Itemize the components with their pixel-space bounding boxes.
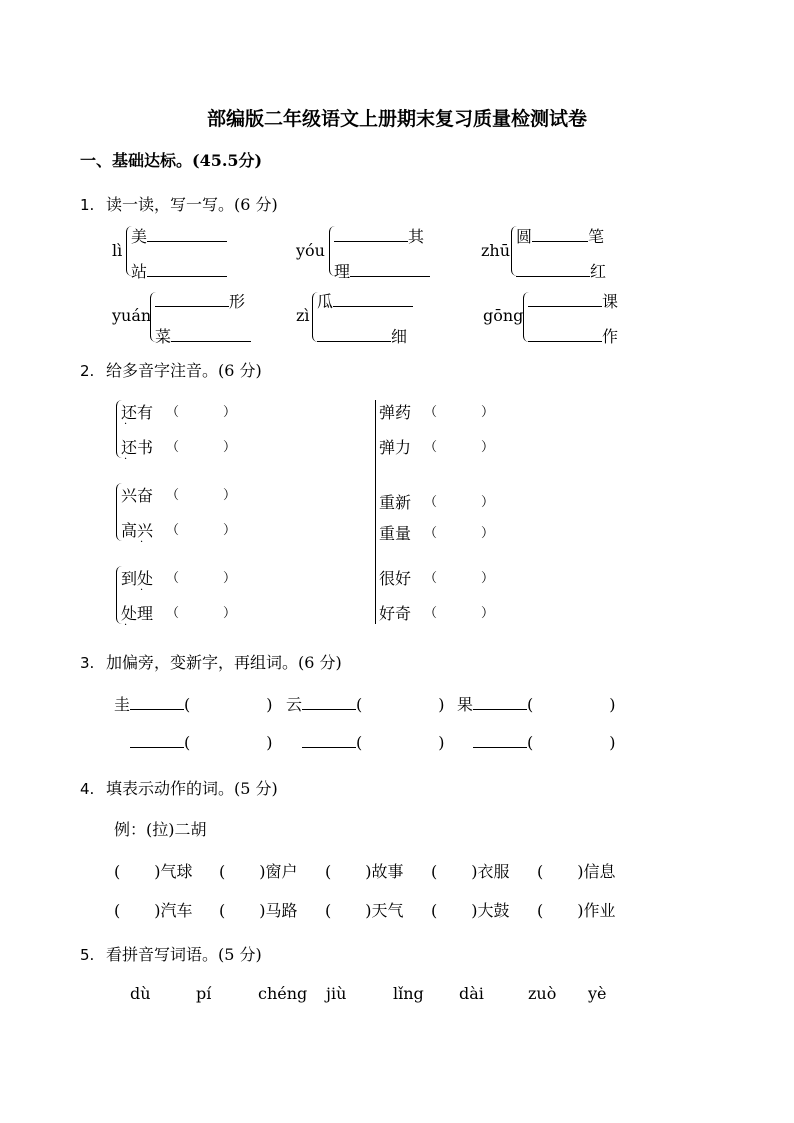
emphasis-dot: · bbox=[124, 454, 128, 465]
emphasis-dot: · bbox=[124, 620, 128, 631]
verb-item: ( )信息 bbox=[537, 862, 616, 881]
emphasis-dot: · bbox=[140, 537, 144, 548]
question-1 bbox=[80, 192, 278, 215]
polyphone-word: 弹药 bbox=[379, 403, 412, 422]
radical-item: 云 ( ) bbox=[286, 695, 445, 714]
word-blank: 作 bbox=[528, 324, 618, 347]
question-4 bbox=[80, 776, 278, 799]
question-text: 给多音字注音。(6 分) bbox=[106, 361, 262, 380]
pinyin-syllable: jiù bbox=[326, 984, 347, 1003]
emphasis-dot: · bbox=[124, 419, 128, 430]
pinyin-label: yuán bbox=[112, 306, 152, 325]
verb-item: ( )气球 bbox=[114, 862, 193, 881]
section-heading: 一、基础达标。(45.5分) bbox=[80, 151, 263, 170]
pinyin-label: zhū bbox=[481, 241, 511, 260]
pinyin-label: yóu bbox=[296, 241, 325, 260]
example: 例：(拉)二胡 bbox=[114, 820, 207, 839]
word-blank: 课 bbox=[528, 289, 618, 312]
polyphone-word: 很好 bbox=[379, 569, 412, 588]
polyphone-word: 处理 bbox=[121, 604, 154, 623]
polyphone-word: 还书 bbox=[121, 438, 154, 457]
question-number: 2. bbox=[80, 362, 95, 380]
radical-item: 圭 ( ) bbox=[114, 695, 273, 714]
pinyin-syllable: zuò bbox=[528, 984, 557, 1003]
word-blank: 细 bbox=[317, 324, 407, 347]
polyphone-word: 兴奋 bbox=[121, 486, 154, 505]
verb-item: ( )汽车 bbox=[114, 901, 193, 920]
answer-paren: （ ） bbox=[166, 606, 237, 621]
question-number: 1. bbox=[80, 196, 95, 214]
verb-item: ( )大鼓 bbox=[431, 901, 510, 920]
pinyin-label: gōng bbox=[483, 306, 524, 325]
word-blank: 菜 bbox=[155, 324, 251, 347]
radical-item: ( ) bbox=[130, 733, 273, 752]
word-blank: 理 bbox=[334, 259, 430, 282]
answer-paren: （ ） bbox=[424, 571, 495, 586]
radical-item: ( ) bbox=[302, 733, 445, 752]
column-divider bbox=[375, 400, 377, 624]
answer-paren: （ ） bbox=[166, 488, 237, 503]
word-blank: 圆 笔 bbox=[516, 227, 605, 246]
answer-paren: （ ） bbox=[424, 405, 495, 420]
question-text: 读一读，写一写。(6 分) bbox=[106, 195, 278, 214]
emphasis-dot: · bbox=[140, 585, 144, 596]
question-number: 3. bbox=[80, 654, 95, 672]
answer-paren: （ ） bbox=[166, 405, 237, 420]
polyphone-word: 重新 bbox=[379, 493, 412, 512]
pinyin-syllable: yè bbox=[588, 984, 607, 1003]
question-5 bbox=[80, 942, 262, 965]
word-blank: 美 bbox=[131, 224, 227, 247]
verb-item: ( )马路 bbox=[219, 901, 298, 920]
answer-paren: （ ） bbox=[424, 440, 495, 455]
answer-paren: （ ） bbox=[166, 571, 237, 586]
pinyin-label: zì bbox=[296, 306, 310, 325]
verb-item: ( )作业 bbox=[537, 901, 616, 920]
question-text: 看拼音写词语。(5 分) bbox=[106, 945, 262, 964]
answer-paren: （ ） bbox=[424, 526, 495, 541]
pinyin-syllable: dài bbox=[459, 984, 484, 1003]
verb-item: ( )天气 bbox=[325, 901, 404, 920]
polyphone-word: 弹力 bbox=[379, 438, 412, 457]
pinyin-syllable: chéng bbox=[258, 984, 308, 1003]
word-blank: 其 bbox=[334, 224, 424, 247]
radical-item: ( ) bbox=[473, 733, 616, 752]
word-blank: 形 bbox=[155, 289, 245, 312]
polyphone-word: 高兴 bbox=[121, 521, 154, 540]
question-number: 5. bbox=[80, 946, 95, 964]
pinyin-syllable: dù bbox=[130, 984, 151, 1003]
question-text: 填表示动作的词。(5 分) bbox=[106, 779, 278, 798]
answer-paren: （ ） bbox=[424, 495, 495, 510]
pinyin-syllable: lǐng bbox=[393, 984, 424, 1003]
question-3 bbox=[80, 650, 342, 673]
pinyin-label: lì bbox=[112, 241, 123, 260]
question-2 bbox=[80, 358, 262, 381]
verb-item: ( )窗户 bbox=[219, 862, 298, 881]
polyphone-word: 重量 bbox=[379, 524, 412, 543]
polyphone-word: 还有 bbox=[121, 403, 154, 422]
polyphone-word: 到处 bbox=[121, 569, 154, 588]
word-blank: 红 bbox=[516, 259, 606, 282]
word-blank: 瓜 bbox=[317, 289, 413, 312]
answer-paren: （ ） bbox=[166, 523, 237, 538]
question-text: 加偏旁，变新字，再组词。(6 分) bbox=[106, 653, 342, 672]
answer-paren: （ ） bbox=[424, 606, 495, 621]
answer-paren: （ ） bbox=[166, 440, 237, 455]
radical-item: 果 ( ) bbox=[457, 695, 616, 714]
pinyin-syllable: pí bbox=[196, 984, 212, 1003]
page-title: 部编版二年级语文上册期末复习质量检测试卷 bbox=[206, 108, 587, 130]
polyphone-word: 好奇 bbox=[379, 604, 412, 623]
question-number: 4. bbox=[80, 780, 95, 798]
verb-item: ( )衣服 bbox=[431, 862, 510, 881]
word-blank: 站 bbox=[131, 259, 227, 282]
verb-item: ( )故事 bbox=[325, 862, 404, 881]
